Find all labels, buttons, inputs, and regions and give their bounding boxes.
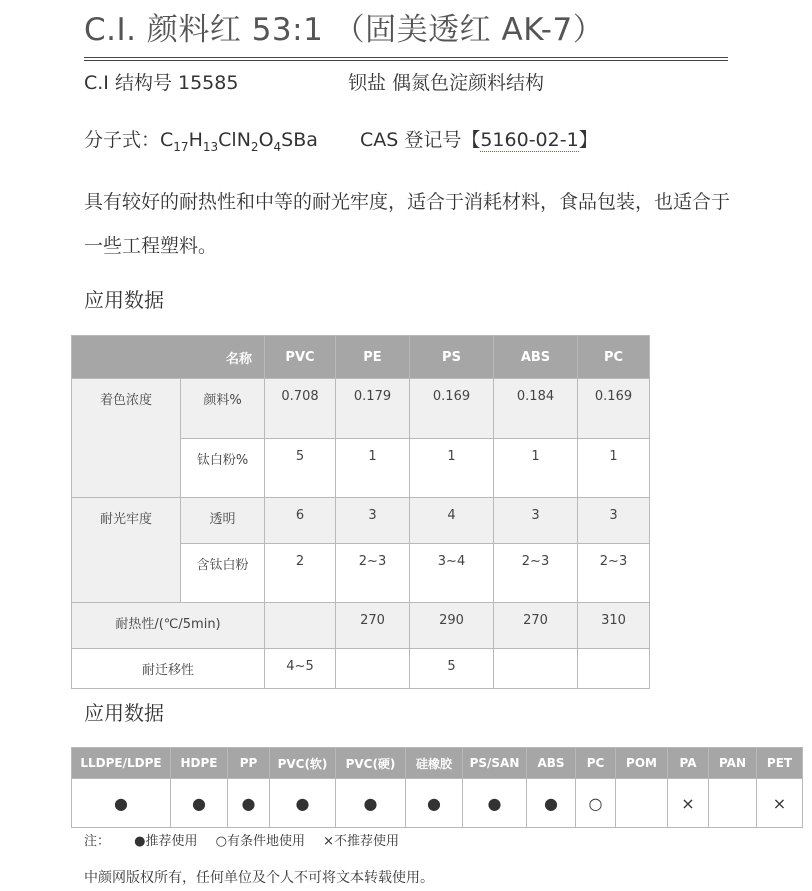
header-name: 名称 [72,336,265,379]
header-ps-san: PS/SAN [463,748,527,779]
header-pa: PA [668,748,709,779]
table-cell: 270 [494,603,578,649]
table-row [72,379,650,439]
table-cell: 3 [494,498,578,544]
lightfast-label: 耐光牢度 [72,498,181,603]
formula-s5: 2 [250,139,259,154]
table-cell: 0.169 [578,379,650,439]
table-cell [265,603,336,649]
title-rule-bottom [84,60,728,61]
table-cell: ● [463,779,527,828]
table-cell: 310 [578,603,650,649]
table-row [72,649,650,689]
table-cell: 2~3 [578,544,650,603]
table-cell: 2~3 [494,544,578,603]
note-prefix: 注： [84,834,111,849]
formula-t4: ClN [218,129,251,151]
table-cell: 290 [410,603,494,649]
header-pom: POM [616,748,668,779]
header-ps: PS [410,336,494,379]
color-strength-label: 着色浓度 [72,379,181,498]
table-cell [616,779,668,828]
section-heading-application-1: 应用数据 [84,288,164,312]
table-cell: 270 [336,603,410,649]
page-title: C.I. 颜料红 53:1 （固美透红 AK-7） [84,12,605,48]
header-lldpe: LLDPE/LDPE [72,748,171,779]
table-cell: 4 [410,498,494,544]
formula-s3: 13 [202,139,219,154]
description-paragraph: 具有较好的耐热性和中等的耐光牢度，适合于消耗材料，食品包装，也适合于一些工程塑料。 [84,191,731,257]
pigment-label: 颜料% [181,379,265,439]
header-abs: ABS [494,336,578,379]
table-cell [494,649,578,689]
table-cell: × [757,779,803,828]
table-cell: 1 [336,439,410,498]
structure-number: C.I 结构号 15585 [84,72,239,94]
note-conditional: ○有条件地使用 [215,834,305,849]
table-cell: 3~4 [410,544,494,603]
copyright-text: 中颜网版权所有，任何单位及个人不可将文本转载使用。 [84,870,434,886]
table-cell [578,649,650,689]
structure-line [84,68,545,95]
formula-t6: O [258,129,274,151]
table-cell: ● [270,779,336,828]
table-cell [709,779,757,828]
table-cell: ● [406,779,463,828]
with-tio2-label: 含钛白粉 [181,544,265,603]
table-cell: × [668,779,709,828]
header-pvc: PVC [265,336,336,379]
table-cell: 0.179 [336,379,410,439]
structure-description: 钡盐 偶氮色淀颜料结构 [348,72,545,94]
title-rule-top [84,57,728,58]
formula-t0: C [160,129,174,151]
table-cell: 1 [578,439,650,498]
transparent-label: 透明 [181,498,265,544]
heat-label: 耐热性/(℃/5min) [72,603,265,649]
table-cell: ● [171,779,228,828]
table-cell: ● [336,779,406,828]
cas-label: CAS 登记号【 [359,129,481,151]
header-pc: PC [578,336,650,379]
table-cell [336,649,410,689]
table-cell: 2 [265,544,336,603]
header-pvc-hard: PVC(硬) [336,748,406,779]
migration-label: 耐迁移性 [72,649,265,689]
table-cell: ○ [576,779,616,828]
application-table-1 [71,335,650,689]
table-cell: 0.169 [410,379,494,439]
table-cell: 0.708 [265,379,336,439]
table-cell: ● [72,779,171,828]
table-cell: 4~5 [265,649,336,689]
table-row [72,498,650,544]
table-row [72,603,650,649]
legend-note [84,830,413,849]
cas-close: 】 [578,129,598,151]
table-row [72,779,803,828]
header-pc: PC [576,748,616,779]
table-cell: 5 [265,439,336,498]
note-not-recommended: ×不推荐使用 [323,834,400,849]
note-recommended: ●推荐使用 [134,834,198,849]
table-cell: 1 [410,439,494,498]
table-cell: 6 [265,498,336,544]
formula-t8: SBa [281,129,318,151]
header-pp: PP [228,748,270,779]
formula-s7: 4 [273,139,282,154]
formula-line [84,125,598,154]
formula-s1: 17 [173,139,189,154]
header-pan: PAN [709,748,757,779]
header-pvc-soft: PVC(软) [270,748,336,779]
header-pet: PET [757,748,803,779]
table-cell: 3 [578,498,650,544]
table-cell: 3 [336,498,410,544]
header-silicone: 硅橡胶 [406,748,463,779]
table-cell: ● [228,779,270,828]
formula-label: 分子式： [84,129,161,151]
table-cell: 1 [494,439,578,498]
header-hdpe: HDPE [171,748,228,779]
table-cell: 0.184 [494,379,578,439]
header-abs: ABS [527,748,576,779]
table-cell: 5 [410,649,494,689]
tio2-label: 钛白粉% [181,439,265,498]
table-cell: 2~3 [336,544,410,603]
table-header-row [72,336,650,379]
table-header-row [72,748,803,779]
formula-t2: H [188,129,203,151]
cas-number: 5160-02-1 [480,129,579,151]
header-pe: PE [336,336,410,379]
table-cell: ● [527,779,576,828]
section-heading-application-2: 应用数据 [84,701,164,725]
application-table-2 [71,747,803,828]
